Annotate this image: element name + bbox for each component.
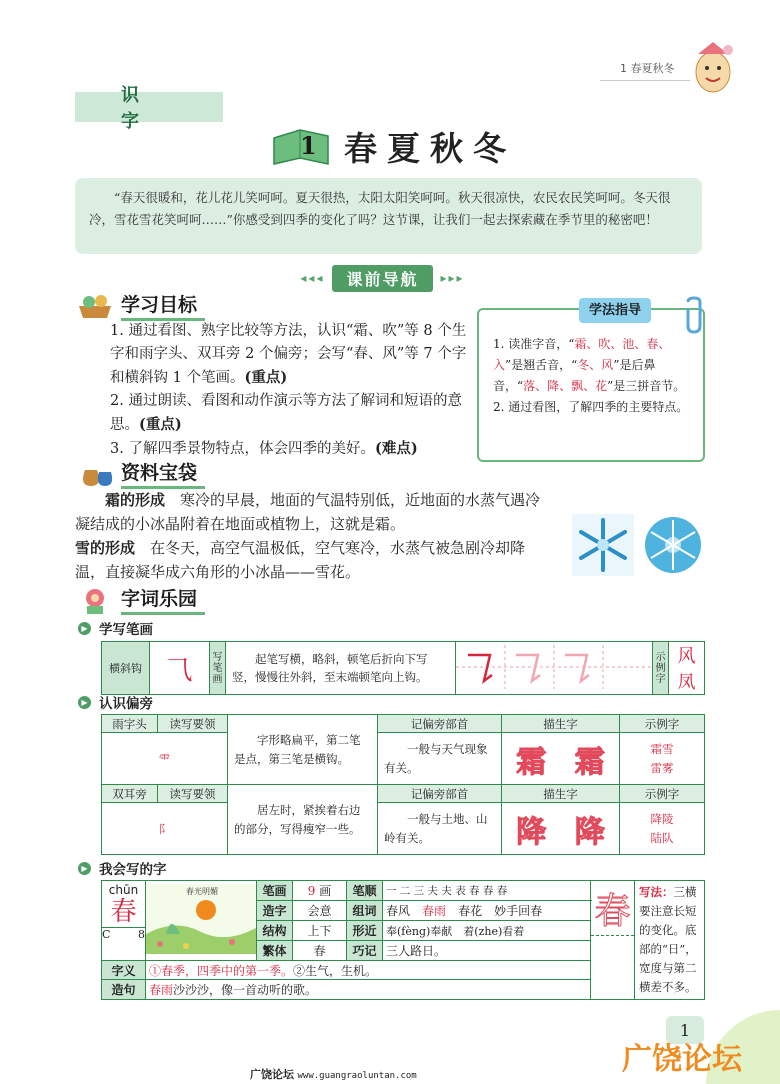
zaoju-value: 春雨沙沙沙，像一首动听的歌。 <box>146 980 591 1000</box>
writing-tip: 写法：三横要注意长短的变化。底部的“日”，宽度与第二横差不多。 <box>635 881 705 1000</box>
lesson-title <box>270 120 516 172</box>
intro-box: “春天很暖和，花儿花儿笑呵呵。夏天很热，太阳太阳笑呵呵。秋天很凉快，农民农民笑呵呵。冬天很冷，雪花雪花笑呵呵……”你感受到四季的变化了吗？这节课，让我们一起去探索藏在季节里的秘密吧！ <box>75 178 702 254</box>
book-icon <box>270 124 334 168</box>
goals-list <box>110 320 480 461</box>
tip-item: 2. 通过看图，了解四季的主要特点。 <box>493 400 689 414</box>
radical-memory: 一般与天气现象有关。 <box>378 733 502 785</box>
lesson-number: 1 <box>300 131 317 160</box>
goals-heading <box>75 290 205 321</box>
zao-value: 会意 <box>293 901 347 921</box>
radical-tip: 字形略扁平，第二笔是点，第三笔是横钩。 <box>228 715 378 785</box>
ziyi-value: ①春季，四季中的第一季。②生气，生机。 <box>146 961 591 980</box>
radical-memory: 一般与土地、山岭有关。 <box>378 803 502 855</box>
radical-glyph: 阝 <box>102 803 228 855</box>
char-illustration <box>146 881 257 961</box>
char-glyph: 春 <box>110 897 137 927</box>
trace-header: 描生字 <box>502 785 620 803</box>
tip-header: 读写要领 <box>158 785 228 803</box>
radical-name: 雨字头 <box>102 715 158 733</box>
stroke-desc: 起笔写横，略斜，顿笔后折向下写竖，慢慢往外斜，至末端顿笔向上钩。 <box>226 642 456 695</box>
index-number: 8 <box>138 928 145 941</box>
info-title: 资料宝袋 <box>121 458 205 489</box>
stroke-count: 9 画 <box>293 881 347 901</box>
stroke-example: 风凤 <box>669 642 705 695</box>
jiegou-value: 上下 <box>293 921 347 941</box>
tip-item: 1. 读准字音，“霜、吹、池、春、入”是翘舌音，“冬、风”是后鼻音，“落、降、飘、花”是三拼音节。 <box>493 337 686 393</box>
character-table <box>101 880 705 1000</box>
goal-item: 2. 通过朗读、看图和动作演示等方法了解词和短语的意思。(重点) <box>110 393 462 433</box>
study-tip-box <box>477 303 705 462</box>
radical-glyph: ⻗ <box>102 733 228 785</box>
nav-arrow-left: ◂◂◂ <box>300 271 325 285</box>
stroke-write-label: 写笔画 <box>210 642 226 695</box>
words-title: 字词乐园 <box>121 584 205 615</box>
watermark: 广饶论坛 <box>622 1042 742 1077</box>
page-number: 1 <box>666 1016 704 1044</box>
radical-examples: 霜雪 雷雾 <box>620 733 705 785</box>
trace-box: 春 <box>591 881 635 1000</box>
info-heading <box>75 458 205 489</box>
label-xingjin: 形近 <box>347 921 383 941</box>
chars-subheading: ▶ 我会写的字 <box>78 858 167 878</box>
zuci-value: 春风 春雨 春花 妙手回春 <box>383 901 591 921</box>
qiaoji-value: 三人路日。 <box>383 941 591 961</box>
label-ziyi: 字义 <box>102 961 146 980</box>
mascot-icon <box>688 38 738 96</box>
tip-header: 读写要领 <box>158 715 228 733</box>
goals-title: 学习目标 <box>121 290 205 321</box>
label-fanti: 繁体 <box>257 941 293 961</box>
label-zaoju: 造句 <box>102 980 146 1000</box>
example-header: 示例字 <box>620 785 705 803</box>
radical-tip: 居左时，紧挨着右边的部分，写得瘦窄一些。 <box>228 785 378 855</box>
study-tip-label: 学法指导 <box>579 298 651 323</box>
footer: 广饶论坛 www.guangraoluntan.com <box>250 1068 417 1081</box>
section-label: 识字 <box>75 92 223 122</box>
stroke-glyph: ⺄ <box>150 642 210 695</box>
stroke-table <box>101 641 705 695</box>
goal-item: 1. 通过看图、熟字比较等方法，认识“霜、吹”等 8 个生字和雨字头、双耳旁 2 个偏旁；会写“春、风”等 7 个字和横斜钩 1 个笔画。(重点) <box>110 323 467 386</box>
char-pinyin: chūn <box>108 883 139 897</box>
basket-icon <box>75 292 115 320</box>
header-divider <box>600 80 690 81</box>
frost-paragraph: 霜的形成 寒冷的早晨，地面的气温特别低，近地面的水蒸气遇冷凝结成的小冰晶附着在地面或植物上，这就是霜。 <box>75 491 541 533</box>
nav-arrow-right: ▸▸▸ <box>440 271 465 285</box>
bullet-icon: ▶ <box>78 696 91 709</box>
words-heading <box>75 584 205 615</box>
stroke-name: 横斜钩 <box>102 642 150 695</box>
nav-banner <box>270 266 495 290</box>
snowflake-icon <box>642 514 704 576</box>
bullet-icon: ▶ <box>78 862 91 875</box>
label-jiegou: 结构 <box>257 921 293 941</box>
snow-label: 雪的形成 <box>75 539 136 557</box>
fanti-value: 春 <box>293 941 347 961</box>
trace-cell: 降 降 <box>502 803 620 855</box>
stroke-order: 一 二 三 夫 夫 表 春 春 春 <box>383 881 591 901</box>
snowflake-icon <box>572 514 634 576</box>
label-order: 笔顺 <box>347 881 383 901</box>
illustration-label: 春光明媚 <box>186 887 218 896</box>
flower-pot-icon <box>75 586 115 614</box>
example-header: 示例字 <box>620 715 705 733</box>
memory-header: 记偏旁部首 <box>378 715 502 733</box>
label-zuci: 组词 <box>347 901 383 921</box>
money-bag-icon <box>75 460 115 488</box>
xingjin-value: 奉(fèng)奉献 着(zhe)看着 <box>383 921 591 941</box>
label-zao: 造字 <box>257 901 293 921</box>
frost-label: 霜的形成 <box>105 491 166 509</box>
radical-subheading: ▶ 认识偏旁 <box>78 692 153 712</box>
trace-cell: 霜 霜 <box>502 733 620 785</box>
running-header: 1 春夏秋冬 <box>620 62 675 75</box>
snow-paragraph: 雪的形成 在冬天，高空气温极低，空气寒冷，水蒸气被急剧冷却降温，直接凝华成六角形的小冰晶——雪花。 <box>75 539 526 581</box>
paperclip-icon <box>680 296 710 336</box>
memory-header: 记偏旁部首 <box>378 785 502 803</box>
radical-name: 双耳旁 <box>102 785 158 803</box>
label-strokes: 笔画 <box>257 881 293 901</box>
label-qiaoji: 巧记 <box>347 941 383 961</box>
stroke-practice-grid <box>456 642 653 695</box>
example-label: 示例字 <box>653 642 669 695</box>
radical-examples: 降陵 陆队 <box>620 803 705 855</box>
char-cell <box>102 881 146 961</box>
nav-label: 课前导航 <box>332 265 432 292</box>
stroke-subheading: ▶ 学写笔画 <box>78 618 153 638</box>
goal-item: 3. 了解四季景物特点，体会四季的美好。(难点) <box>110 440 418 457</box>
lesson-title-text: 春夏秋冬 <box>344 128 516 168</box>
radical-table <box>101 714 705 855</box>
trace-header: 描生字 <box>502 715 620 733</box>
bullet-icon: ▶ <box>78 622 91 635</box>
index-letter: C <box>102 928 111 941</box>
